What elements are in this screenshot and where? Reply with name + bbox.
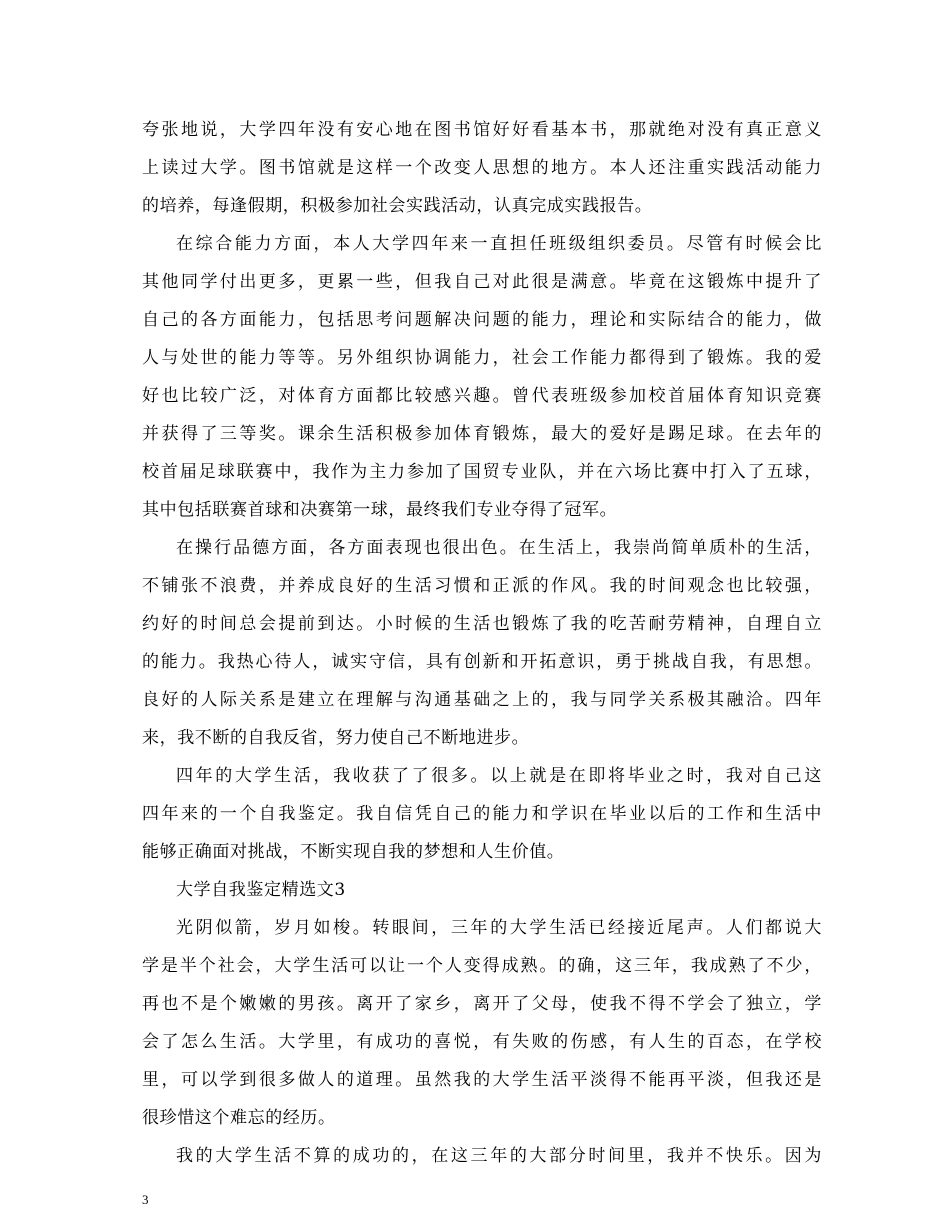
paragraph-line: 我的大学生活不算的成功的，在这三年的大部分时间里，我并不快乐。因为 [176,1146,822,1166]
paragraph-line: 校首届足球联赛中，我作为主力参加了国贸专业队，并在六场比赛中打入了五球， [142,462,822,482]
paragraph-line: 会了怎么生活。大学里，有成功的喜悦，有失败的伤感，有人生的百态，在学校 [142,1032,822,1052]
paragraph-line: 上读过大学。图书馆就是这样一个改变人思想的地方。本人还注重实践活动能力 [142,158,822,178]
paragraph-line: 能够正确面对挑战，不断实现自我的梦想和人生价值。 [142,842,565,862]
paragraph-line: 自己的各方面能力，包括思考问题解决问题的能力，理论和实际结合的能力，做 [142,310,822,330]
section-heading: 大学自我鉴定精选文3 [176,880,346,900]
paragraph-line: 人与处世的能力等等。另外组织协调能力，社会工作能力都得到了锻炼。我的爱 [142,348,822,368]
paragraph-line: 再也不是个嫩嫩的男孩。离开了家乡，离开了父母，使我不得不学会了独立，学 [142,994,822,1014]
page-number: 3 [142,1192,149,1207]
paragraph-line: 其中包括联赛首球和决赛第一球，最终我们专业夺得了冠军。 [142,500,618,520]
paragraph-line: 里，可以学到很多做人的道理。虽然我的大学生活平淡得不能再平淡，但我还是 [142,1070,822,1090]
paragraph-line: 四年来的一个自我鉴定。我自信凭自己的能力和学识在毕业以后的工作和生活中 [142,804,822,824]
paragraph-line: 夸张地说，大学四年没有安心地在图书馆好好看基本书，那就绝对没有真正意义 [142,120,822,140]
paragraph-line: 约好的时间总会提前到达。小时候的生活也锻炼了我的吃苦耐劳精神，自理自立 [142,614,822,634]
paragraph-line: 在综合能力方面，本人大学四年来一直担任班级组织委员。尽管有时候会比 [176,234,822,254]
paragraph-line: 很珍惜这个难忘的经历。 [142,1108,336,1128]
paragraph-line: 的培养，每逢假期，积极参加社会实践活动，认真完成实践报告。 [142,196,653,216]
paragraph-line: 不铺张不浪费，并养成良好的生活习惯和正派的作风。我的时间观念也比较强， [142,576,822,596]
paragraph-line: 并获得了三等奖。课余生活积极参加体育锻炼，最大的爱好是踢足球。在去年的 [142,424,822,444]
paragraph-line: 好也比较广泛，对体育方面都比较感兴趣。曾代表班级参加校首届体育知识竞赛 [142,386,822,406]
paragraph-line: 来，我不断的自我反省，努力使自己不断地进步。 [142,728,530,748]
paragraph-line: 良好的人际关系是建立在理解与沟通基础之上的，我与同学关系极其融洽。四年 [142,690,822,710]
paragraph-line: 光阴似箭，岁月如梭。转眼间，三年的大学生活已经接近尾声。人们都说大 [176,918,822,938]
paragraph-line: 在操行品德方面，各方面表现也很出色。在生活上，我崇尚简单质朴的生活， [176,538,822,558]
paragraph-line: 其他同学付出更多，更累一些，但我自己对此很是满意。毕竟在这锻炼中提升了 [142,272,822,292]
paragraph-line: 的能力。我热心待人，诚实守信，具有创新和开拓意识，勇于挑战自我，有思想。 [142,652,822,672]
paragraph-line: 学是半个社会，大学生活可以让一个人变得成熟。的确，这三年，我成熟了不少， [142,956,822,976]
paragraph-line: 四年的大学生活，我收获了了很多。以上就是在即将毕业之时，我对自己这 [176,766,822,786]
